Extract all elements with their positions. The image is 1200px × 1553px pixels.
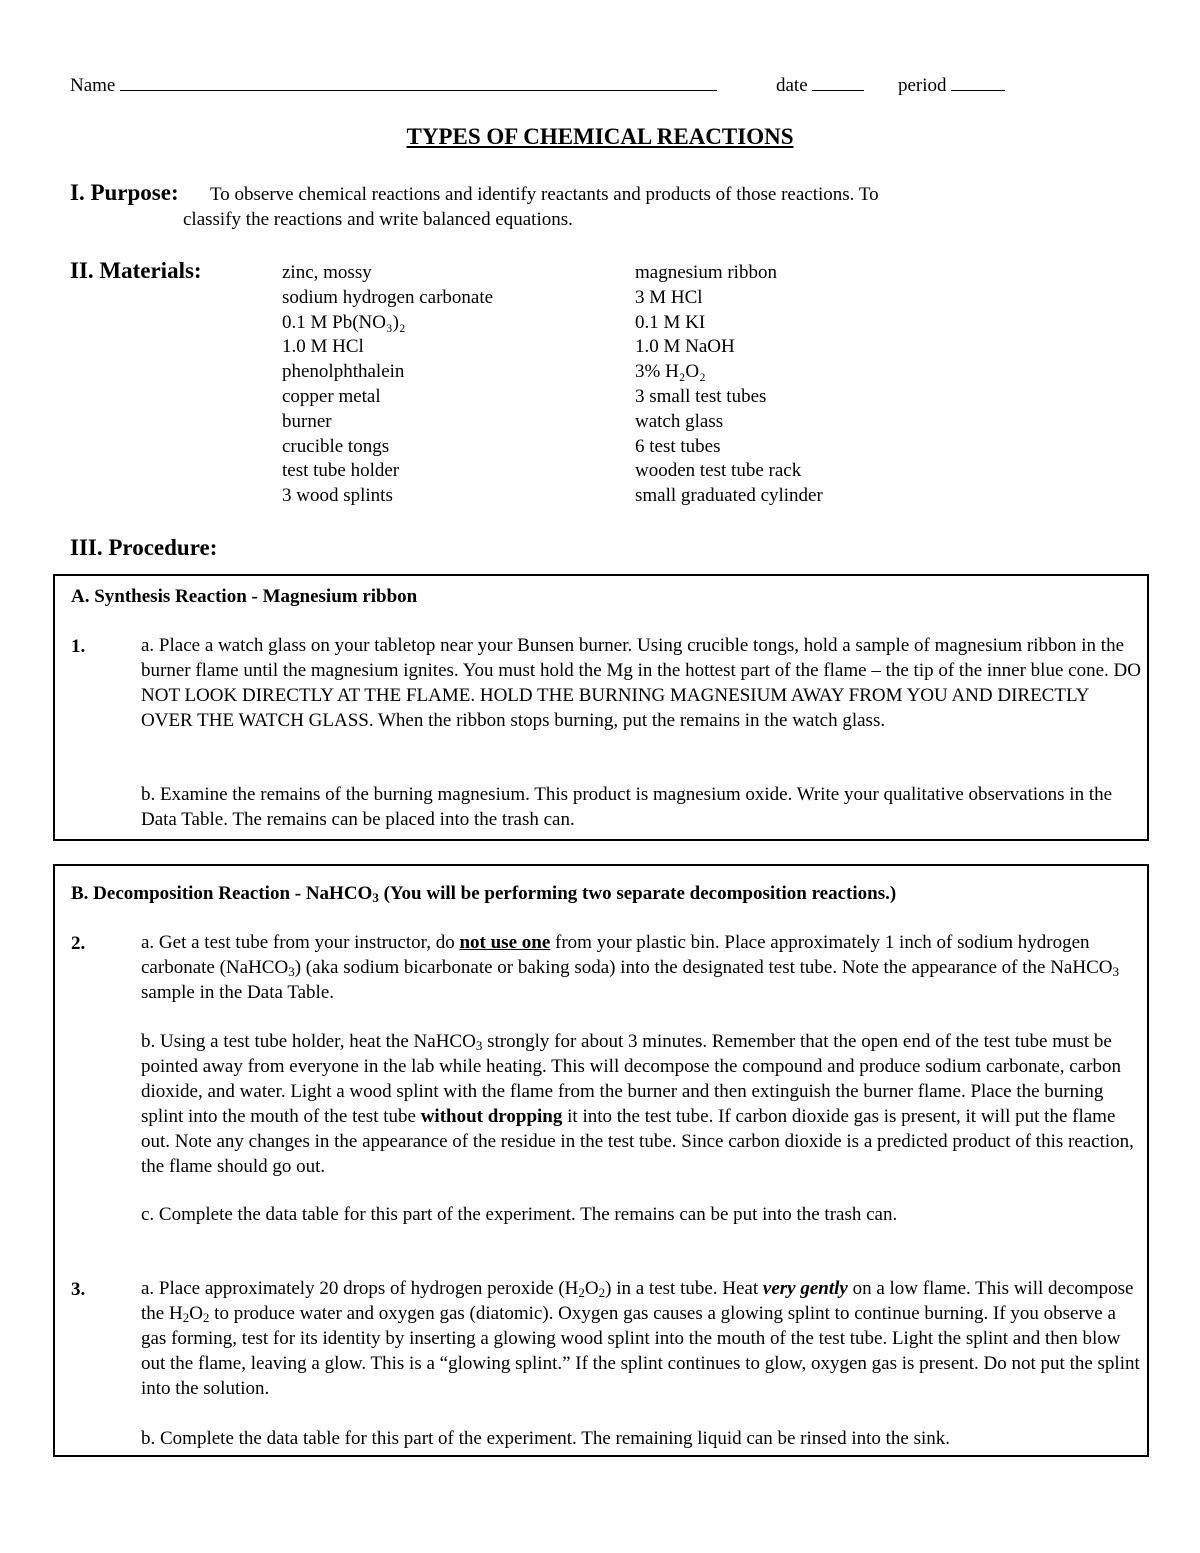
material-item: small graduated cylinder [635, 485, 823, 507]
step-2b-part: it into the test tube. If carbon dioxide gas is present, it will put the flame out. Note any changes in the appearance of the residue in the test tube. Since carbon dioxide is a predicted product of this reaction, the flame should go out. [141, 1106, 1134, 1177]
material-item: phenolphthalein [282, 361, 405, 383]
material-item: magnesium ribbon [635, 262, 777, 283]
material-item: 0.1 M Pb(NO₃)₂ [282, 311, 406, 333]
name-label: Name [70, 75, 116, 96]
subscript: 3 [288, 964, 295, 979]
step-1a-text: a. Place a watch glass on your tabletop near your Bunsen burner. Using crucible tongs, hold a sample of magnesium ribbon in the burner flame until the magnesium ignites. You must hold the Mg in the hottest part of the flame – the tip of the inner blue cone. DO NOT LOOK DIRECTLY AT THE FLAME. HOLD THE BURNING MAGNESIUM AWAY FROM YOU AND DIRECTLY OVER THE WATCH GLASS. When the ribbon stops burning, put the remains in the watch glass. [141, 635, 1141, 731]
step-2b-emphasis: without dropping [420, 1106, 563, 1127]
step-3b-text: b. Complete the data table for this part of the experiment. The remaining liquid can be rinsed into the sink. [141, 1428, 951, 1449]
subscript: 3 [475, 1038, 483, 1053]
step-3a-emphasis: very gently [762, 1278, 848, 1299]
step-3a-part: to produce water and oxygen gas (diatomic). Oxygen gas causes a glowing splint to continue burning. If you observe a gas forming, test for its identity by inserting a glowing wood splint into the mouth of the test tube. Light the splint and then blow out the flame, leaving a glow. This is a “glowing splint.” If the splint continues to glow, oxygen gas is present. Do not put the splint into the solution. [141, 1303, 1140, 1399]
name-blank[interactable] [120, 72, 717, 91]
material-item: wooden test tube rack [635, 460, 802, 482]
material-item: 6 test tubes [635, 435, 721, 457]
period-field[interactable] [898, 72, 1005, 98]
date-label: date [776, 75, 808, 96]
purpose-line-1: To observe chemical reactions and identify reactants and products of those reactions. To [210, 184, 879, 205]
step-2a-part: a. Get a test tube from your instructor, do [141, 932, 460, 953]
step-3a-part: O [584, 1278, 599, 1299]
step-2b-text [141, 1029, 1141, 1179]
step-3a-text [141, 1276, 1141, 1401]
step-2a-part: sample in the Data Table. [141, 982, 335, 1003]
subscript: 2 [578, 1285, 585, 1300]
name-field[interactable] [70, 72, 717, 98]
procedure-heading: III. Procedure: [70, 535, 218, 560]
material-item: test tube holder [282, 460, 400, 482]
step-2b-part: b. Using a test tube holder, heat the NaHCO [141, 1031, 476, 1052]
subscript: 3 [1112, 964, 1119, 979]
step-3a-part: a. Place approximately 20 drops of hydrogen peroxide (H [141, 1278, 579, 1299]
material-item: 3% H₂O₂ [635, 361, 706, 383]
date-field[interactable] [776, 72, 864, 98]
subscript: 2 [598, 1285, 606, 1300]
step-3a-part: ) in a test tube. Heat [605, 1278, 763, 1299]
synthesis-heading: A. Synthesis Reaction - Magnesium ribbon [71, 586, 418, 607]
subscript: 2 [202, 1310, 210, 1325]
decomposition-heading-rest: (You will be performing two separate decomposition reactions.) [378, 883, 897, 904]
step-2c-text: c. Complete the data table for this part of the experiment. The remains can be put into the trash can. [141, 1204, 898, 1225]
decomposition-heading-sub: 3 [372, 890, 379, 905]
material-item: 3 M HCl [635, 286, 703, 308]
material-item: 3 small test tubes [635, 385, 767, 407]
decomposition-heading [71, 881, 896, 906]
material-item: sodium hydrogen carbonate [282, 286, 494, 308]
material-item: crucible tongs [282, 435, 390, 457]
material-item: 3 wood splints [282, 485, 393, 507]
step-2b-part: strongly for about 3 minutes. Remember that the open end of the test tube must be pointed away from everyone in the lab while heating. This will decompose the compound and produce sodium carbonate, carbon dioxide, and water. Light a wood splint with the flame from the burner and then extinguish the burner flame. Place the burning splint into the mouth of the test tube [141, 1031, 1121, 1127]
step-3-number: 3. [71, 1279, 86, 1300]
page-title: TYPES OF CHEMICAL REACTIONS [406, 124, 794, 149]
subscript: 2 [182, 1310, 190, 1325]
decomposition-box [53, 864, 1149, 1457]
synthesis-box [53, 574, 1149, 841]
materials-heading: II. Materials: [70, 258, 202, 283]
decomposition-heading-main: B. Decomposition Reaction - NaHCO [71, 883, 373, 904]
purpose-heading: I. Purpose: [70, 180, 179, 205]
step-1b-text: b. Examine the remains of the burning magnesium. This product is magnesium oxide. Write your qualitative observations in the Data Table. The remains can be placed into the trash can. [141, 784, 1113, 830]
materials-left-column [282, 261, 493, 509]
materials-right-column [635, 261, 823, 509]
step-2a-text [141, 930, 1141, 1005]
material-item: 1.0 M NaOH [635, 336, 735, 358]
purpose-line-2: classify the reactions and write balanced equations. [183, 209, 573, 230]
step-2-number: 2. [71, 933, 86, 954]
material-item: burner [282, 410, 332, 432]
step-3a-part: O [189, 1303, 203, 1324]
material-item: 0.1 M KI [635, 311, 706, 333]
material-item: 1.0 M HCl [282, 336, 364, 358]
period-label: period [898, 75, 947, 96]
step-1-number: 1. [71, 636, 86, 657]
step-3a-part: on a low flame. This will decompose the H [141, 1278, 1134, 1324]
step-2a-part: ) (aka sodium bicarbonate or baking soda) into the designated test tube. Note the appearance of the NaHCO [294, 957, 1113, 978]
date-blank[interactable] [812, 72, 864, 91]
step-2a-emphasis: not use one [459, 932, 551, 953]
period-blank[interactable] [951, 72, 1005, 91]
material-item: copper metal [282, 385, 381, 407]
material-item: zinc, mossy [282, 262, 372, 283]
step-2a-part: from your plastic bin. Place approximately 1 inch of sodium hydrogen carbonate (NaHCO [141, 932, 1090, 978]
material-item: watch glass [635, 410, 724, 432]
